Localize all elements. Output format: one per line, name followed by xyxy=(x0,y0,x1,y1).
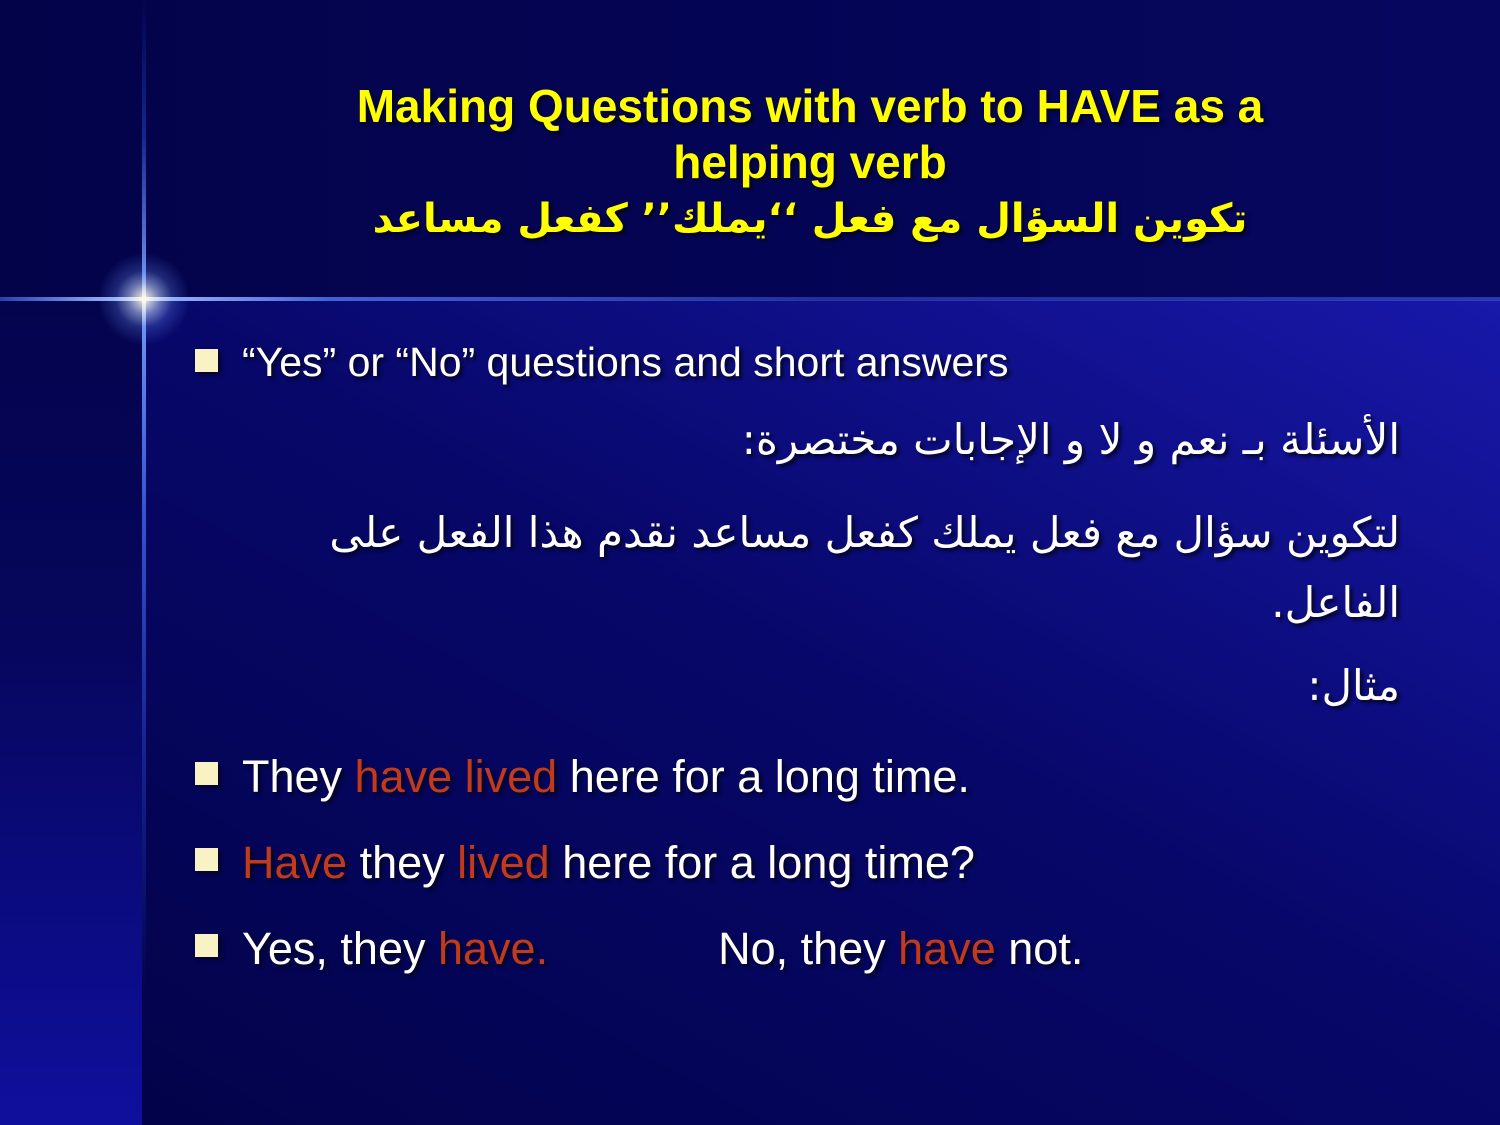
accent-vertical-line xyxy=(142,0,146,1125)
plain-word: not. xyxy=(995,923,1084,974)
bullet-square-icon xyxy=(195,934,218,957)
bullet-square-icon xyxy=(195,848,218,871)
example-text xyxy=(242,918,1083,980)
plain-word: Yes, they xyxy=(242,923,438,974)
highlighted-word: Have xyxy=(242,837,348,888)
highlighted-word: have xyxy=(898,923,996,974)
slide-title-arabic: تكوين السؤال مع فعل ‘‘يملك’’ كفعل مساعد xyxy=(372,196,1248,242)
bullet-item-yes-no xyxy=(190,336,1400,388)
bullet-square-icon xyxy=(195,349,218,372)
arabic-rule-line2: الفاعل. xyxy=(1271,578,1400,627)
example-text xyxy=(242,746,970,808)
arabic-rule-paragraph xyxy=(190,498,1400,638)
highlighted-word: lived xyxy=(457,837,550,888)
example-list xyxy=(190,746,1400,980)
plain-word: they xyxy=(347,837,458,888)
highlighted-word: have lived xyxy=(354,751,558,802)
plain-word: No, they xyxy=(718,923,899,974)
accent-horizontal-line xyxy=(0,297,1500,301)
arabic-example-label: مثال: xyxy=(1307,661,1400,710)
example-text xyxy=(242,832,975,894)
star-glint-icon xyxy=(94,249,194,349)
slide-content xyxy=(190,336,1400,1004)
arabic-intro-line: الأسئلة بـ نعم و لا و الإجابات مختصرة: xyxy=(741,415,1400,464)
slide-title-line1: Making Questions with verb to HAVE as a xyxy=(356,80,1264,132)
example-row xyxy=(190,832,1400,894)
highlighted-word: have. xyxy=(437,923,549,974)
left-margin-strip xyxy=(0,300,142,1125)
bullet-square-icon xyxy=(195,762,218,785)
bullet-text: “Yes” or “No” questions and short answers xyxy=(242,339,1009,385)
plain-word: They xyxy=(242,751,355,802)
title-block xyxy=(210,78,1410,248)
example-row xyxy=(190,918,1400,980)
arabic-rule-line1: لتكوين سؤال مع فعل يملك كفعل مساعد نقدم هذا الفعل على xyxy=(329,508,1400,557)
plain-word: here for a long time? xyxy=(549,837,975,888)
slide-title-line2: helping verb xyxy=(673,136,947,188)
example-row xyxy=(190,746,1400,808)
plain-word: here for a long time. xyxy=(557,751,970,802)
